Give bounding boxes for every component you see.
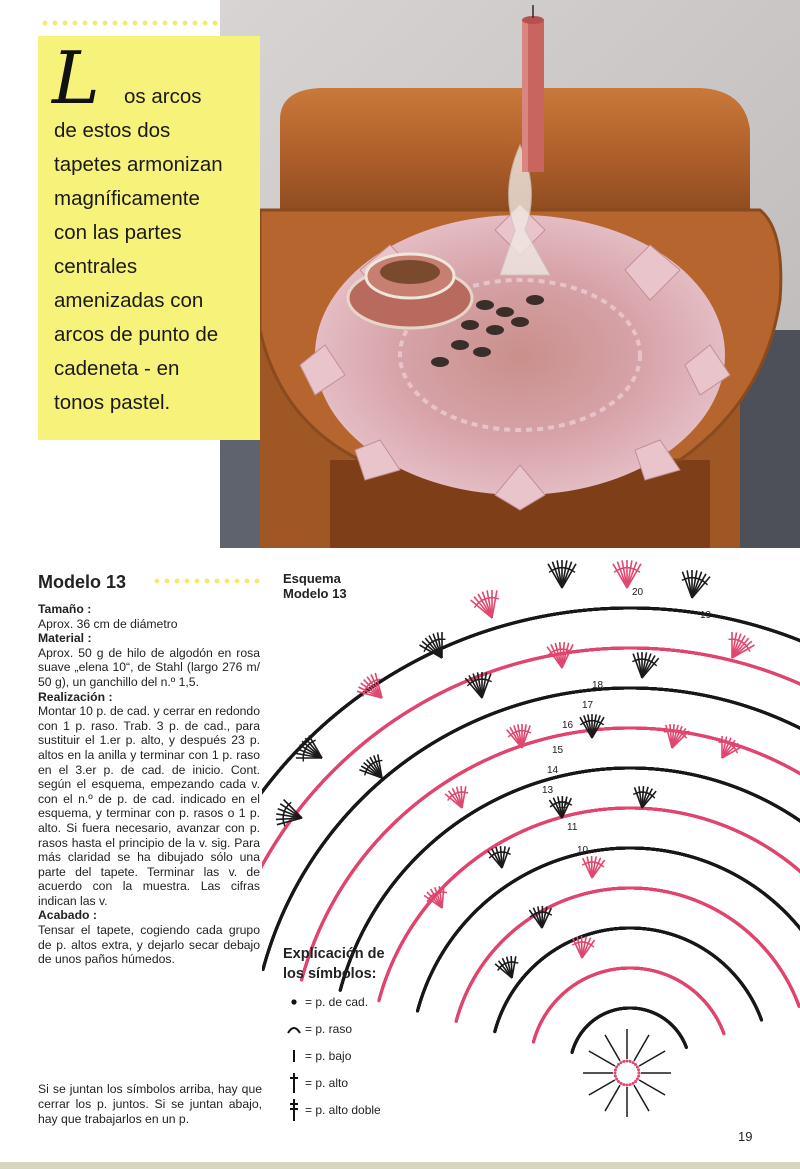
acabado-heading: Acabado : xyxy=(38,908,260,923)
callout-line: os arcos xyxy=(54,80,250,114)
acabado-text: Tensar el tapete, cogiendo cada grupo de p. altos extra, y dejarlo secar debajo de unos paños húmedos. xyxy=(38,923,260,967)
legend-title-line: Explicación de xyxy=(283,944,385,964)
callout-line: amenizadas con xyxy=(54,284,250,318)
dot-icon xyxy=(283,997,305,1007)
row-label: 17 xyxy=(582,700,594,711)
cross-icon xyxy=(283,1072,305,1094)
bottom-rule xyxy=(0,1162,800,1169)
bar-icon xyxy=(283,1048,305,1064)
row-label: 15 xyxy=(552,745,564,756)
callout-line: con las partes xyxy=(54,216,250,250)
callout-line: cadeneta - en xyxy=(54,352,250,386)
legend-label: = p. alto doble xyxy=(305,1103,381,1117)
joining-note: Si se juntan los símbolos arriba, hay que cerrar los p. juntos. Si se juntan abajo, hay que trabajarlos en un p. xyxy=(38,1082,262,1127)
row-label: 11 xyxy=(567,822,578,833)
size-text: Aprox. 36 cm de diámetro xyxy=(38,617,260,632)
decorative-dots-mid xyxy=(152,577,262,585)
callout-line: centrales xyxy=(54,250,250,284)
legend-label: = p. bajo xyxy=(305,1049,351,1063)
row-label: 19 xyxy=(700,610,712,621)
legend-item xyxy=(283,1042,413,1069)
realizacion-heading: Realización : xyxy=(38,690,260,705)
arc-icon xyxy=(283,1024,305,1034)
legend-label: = p. de cad. xyxy=(305,995,368,1009)
drop-cap: L xyxy=(52,42,100,114)
legend-item xyxy=(283,1015,413,1042)
page-number: 19 xyxy=(738,1129,752,1144)
legend-item xyxy=(283,1096,413,1123)
callout-line: tapetes armonizan xyxy=(54,148,250,182)
row-label: 12 xyxy=(557,800,569,811)
intro-callout xyxy=(38,36,260,440)
legend-label: = p. alto xyxy=(305,1076,348,1090)
size-heading: Tamaño : xyxy=(38,602,260,617)
model-title: Modelo 13 xyxy=(38,572,126,593)
legend-item xyxy=(283,1069,413,1096)
legend-title xyxy=(283,944,385,984)
instructions xyxy=(38,602,260,967)
callout-line: tonos pastel. xyxy=(54,386,250,420)
scheme-title-line: Esquema xyxy=(283,571,347,586)
row-label: 20 xyxy=(632,587,644,598)
material-heading: Material : xyxy=(38,631,260,646)
doily-photo xyxy=(220,0,800,548)
realizacion-text: Montar 10 p. de cad. y cerrar en redondo con 1 p. raso. Trab. 3 p. de cad., para sustituir el 1.er p. alto, y después 23 p. altos en la anilla y terminar con 1 p. raso en el 3.er p. de cad. de inicio. Cont. según el esquema, empezando cada v. con el n.º de p. de cad. indicado en el esquema, y terminar con p. rasos o 1 p. alto. Si fuera necesario, avanzar con p. rasos hasta el principio de la v. sig. Para más claridad se ha dibujado sólo una parte del tapete. Terminar las v. de acuerdo con la muestra. Las cifras indican las v. xyxy=(38,704,260,908)
row-label: 10 xyxy=(577,845,589,856)
row-label: 18 xyxy=(592,680,604,691)
callout-line: de estos dos xyxy=(54,114,250,148)
row-label: 13 xyxy=(542,785,554,796)
row-label: 14 xyxy=(547,765,559,776)
scheme-title-line: Modelo 13 xyxy=(283,586,347,601)
legend xyxy=(283,988,413,1123)
legend-item xyxy=(283,988,413,1015)
legend-title-line: los símbolos: xyxy=(283,964,385,984)
legend-label: = p. raso xyxy=(305,1022,352,1036)
callout-line: magníficamente xyxy=(54,182,250,216)
row-label: 16 xyxy=(562,720,574,731)
double-cross-icon xyxy=(283,1098,305,1122)
callout-line: arcos de punto de xyxy=(54,318,250,352)
material-text: Aprox. 50 g de hilo de algodón en rosa suave „elena 10“, de Stahl (largo 276 m/ 50 g), un ganchillo del n.º 1,5. xyxy=(38,646,260,690)
